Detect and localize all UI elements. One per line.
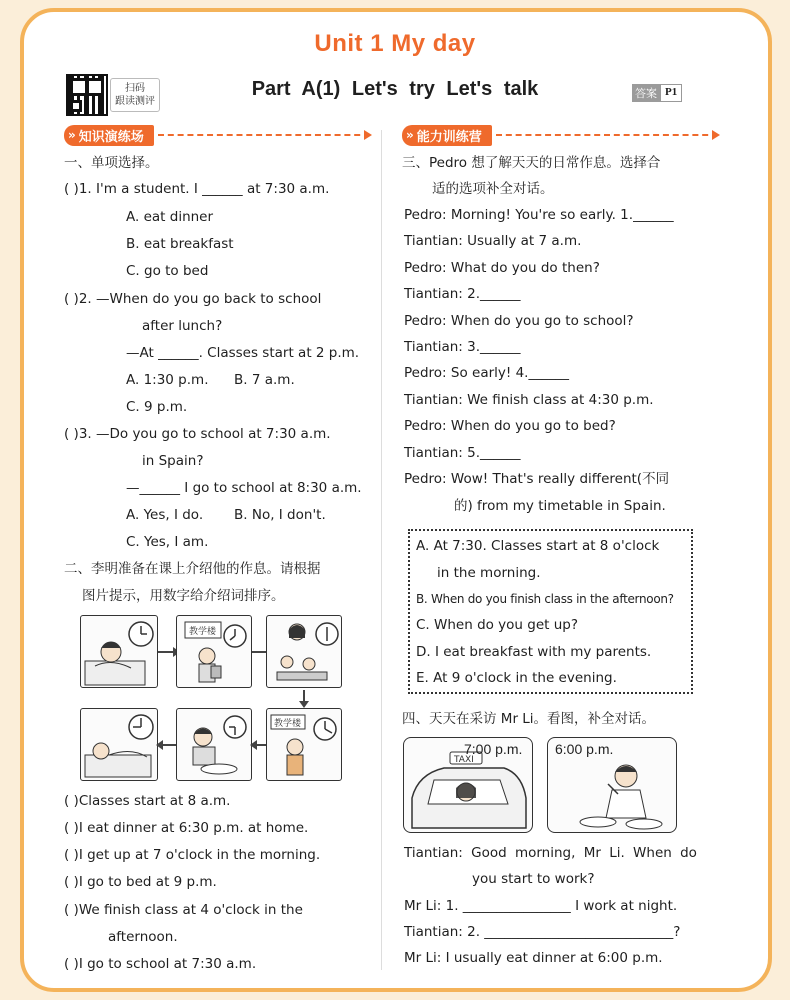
mc-2-stem: ( )2. —When do you go back to school	[64, 291, 322, 307]
interview-line: Mr Li: I usually eat dinner at 6:00 p.m.	[404, 950, 663, 966]
dialog-line: Tiantian: We finish class at 4:30 p.m.	[404, 392, 654, 408]
mc-2-stem-cont: after lunch?	[142, 318, 223, 334]
mc-3-reply: —______ I go to school at 8:30 a.m.	[126, 480, 362, 496]
answer-reference	[632, 84, 682, 102]
order-item-4: ( )I go to bed at 9 p.m.	[64, 874, 217, 890]
dialog-line: Tiantian: 5.______	[404, 445, 521, 461]
q2-heading-line2: 图片提示，用数字给介绍词排序。	[82, 588, 285, 604]
dialog-line: Tiantian: 2.______	[404, 286, 521, 302]
mc-2-reply: —At ______. Classes start at 2 p.m.	[126, 345, 360, 361]
answer-page: P1	[660, 84, 682, 102]
order-item-3: ( )I get up at 7 o'clock in the morning.	[64, 847, 321, 863]
choice-e: E. At 9 o'clock in the evening.	[416, 670, 617, 686]
q1-heading: 一、单项选择。	[64, 155, 159, 171]
mc-1-option-b: B. eat breakfast	[126, 236, 234, 252]
arrow-down	[303, 690, 305, 706]
svg-text:TAXI: TAXI	[454, 755, 474, 765]
scan-label[interactable]: 扫码 跟读测评	[110, 78, 160, 112]
order-item-2: ( )I eat dinner at 6:30 p.m. at home.	[64, 820, 309, 836]
section-head-right	[402, 125, 718, 145]
interview-line: Tiantian: Good morning, Mr Li. When do	[404, 845, 697, 861]
mc-2-option-a: A. 1:30 p.m.	[126, 372, 209, 388]
pic-get-up	[80, 615, 158, 688]
interview-line: Tiantian: 2. ____________________________?	[404, 924, 681, 940]
q3-heading-line2: 适的选项补全对话。	[432, 181, 554, 197]
choice-a: A. At 7:30. Classes start at 8 o'clock	[416, 538, 660, 554]
q4-heading: 四、天天在采访 Mr Li。看图，补全对话。	[402, 711, 656, 727]
pic-go-to-school	[176, 615, 252, 688]
part-title: Part A(1) Let's try Let's talk	[251, 78, 539, 100]
pic1-time: 7:00 p.m.	[464, 741, 523, 757]
order-item-5: ( )We finish class at 4 o'clock in the	[64, 902, 303, 918]
mc-2-option-c: C. 9 p.m.	[126, 399, 188, 415]
choice-d: D. I eat breakfast with my parents.	[416, 644, 652, 660]
section-tag-right: » 能力训练营	[402, 125, 492, 146]
mc-1-stem: ( )1. I'm a student. I ______ at 7:30 a.m.	[64, 181, 330, 197]
mc-3-option-b: B. No, I don't.	[234, 507, 326, 523]
mc-3-option-a: A. Yes, I do.	[126, 507, 204, 523]
arrow-left	[158, 744, 178, 746]
interview-line: you start to work?	[472, 871, 595, 887]
choice-c: C. When do you get up?	[416, 617, 579, 633]
answer-label: 答案	[632, 84, 660, 102]
dialog-line: 的) from my timetable in Spain.	[454, 498, 666, 514]
section-head-left	[64, 125, 370, 145]
section-tag-left: » 知识演练场	[64, 125, 154, 146]
svg-text:教学楼: 教学楼	[189, 627, 217, 637]
dialog-line: Pedro: Morning! You're so early. 1.______	[404, 207, 674, 223]
double-chevron-icon: »	[68, 128, 76, 142]
choice-b: B. When do you finish class in the afternoon?	[416, 592, 674, 606]
interview-line: Mr Li: 1. ________________ I work at night.	[404, 898, 678, 914]
order-item-1: ( )Classes start at 8 a.m.	[64, 793, 231, 809]
mc-1-option-a: A. eat dinner	[126, 209, 214, 225]
mc-1-option-c: C. go to bed	[126, 263, 209, 279]
q2-heading-line1: 二、李明准备在课上介绍他的作息。请根据	[64, 561, 321, 577]
dialog-line: Pedro: What do you do then?	[404, 260, 600, 276]
arrow-right	[158, 651, 178, 653]
dialog-line: Pedro: Wow! That's really different(不同	[404, 471, 670, 487]
pic-class	[266, 615, 342, 688]
mc-3-option-c: C. Yes, I am.	[126, 534, 209, 550]
mc-3-stem: ( )3. —Do you go to school at 7:30 a.m.	[64, 426, 331, 442]
order-item-6: ( )I go to school at 7:30 a.m.	[64, 956, 257, 972]
dialog-line: Pedro: So early! 4.______	[404, 365, 569, 381]
pic-go-to-bed	[80, 708, 158, 781]
pic-finish-class	[266, 708, 342, 781]
double-chevron-icon: »	[406, 128, 414, 142]
order-item-5-cont: afternoon.	[108, 929, 178, 945]
svg-text:教学楼: 教学楼	[274, 719, 302, 729]
mc-2-option-b: B. 7 a.m.	[234, 372, 295, 388]
pic-eat-dinner	[176, 708, 252, 781]
mc-3-stem-cont: in Spain?	[142, 453, 204, 469]
dashed-arrow	[496, 134, 718, 136]
dialog-line: Pedro: When do you go to school?	[404, 313, 634, 329]
dialog-line: Pedro: When do you go to bed?	[404, 418, 616, 434]
column-divider	[381, 130, 382, 970]
dashed-arrow	[158, 134, 370, 136]
choice-a-cont: in the morning.	[437, 565, 541, 581]
unit-title: Unit 1 My day	[314, 30, 476, 57]
q3-heading-line1: 三、Pedro 想了解天天的日常作息。选择合	[402, 155, 661, 171]
pic2-time: 6:00 p.m.	[555, 741, 614, 757]
dialog-line: Tiantian: 3.______	[404, 339, 521, 355]
dialog-line: Tiantian: Usually at 7 a.m.	[404, 233, 582, 249]
